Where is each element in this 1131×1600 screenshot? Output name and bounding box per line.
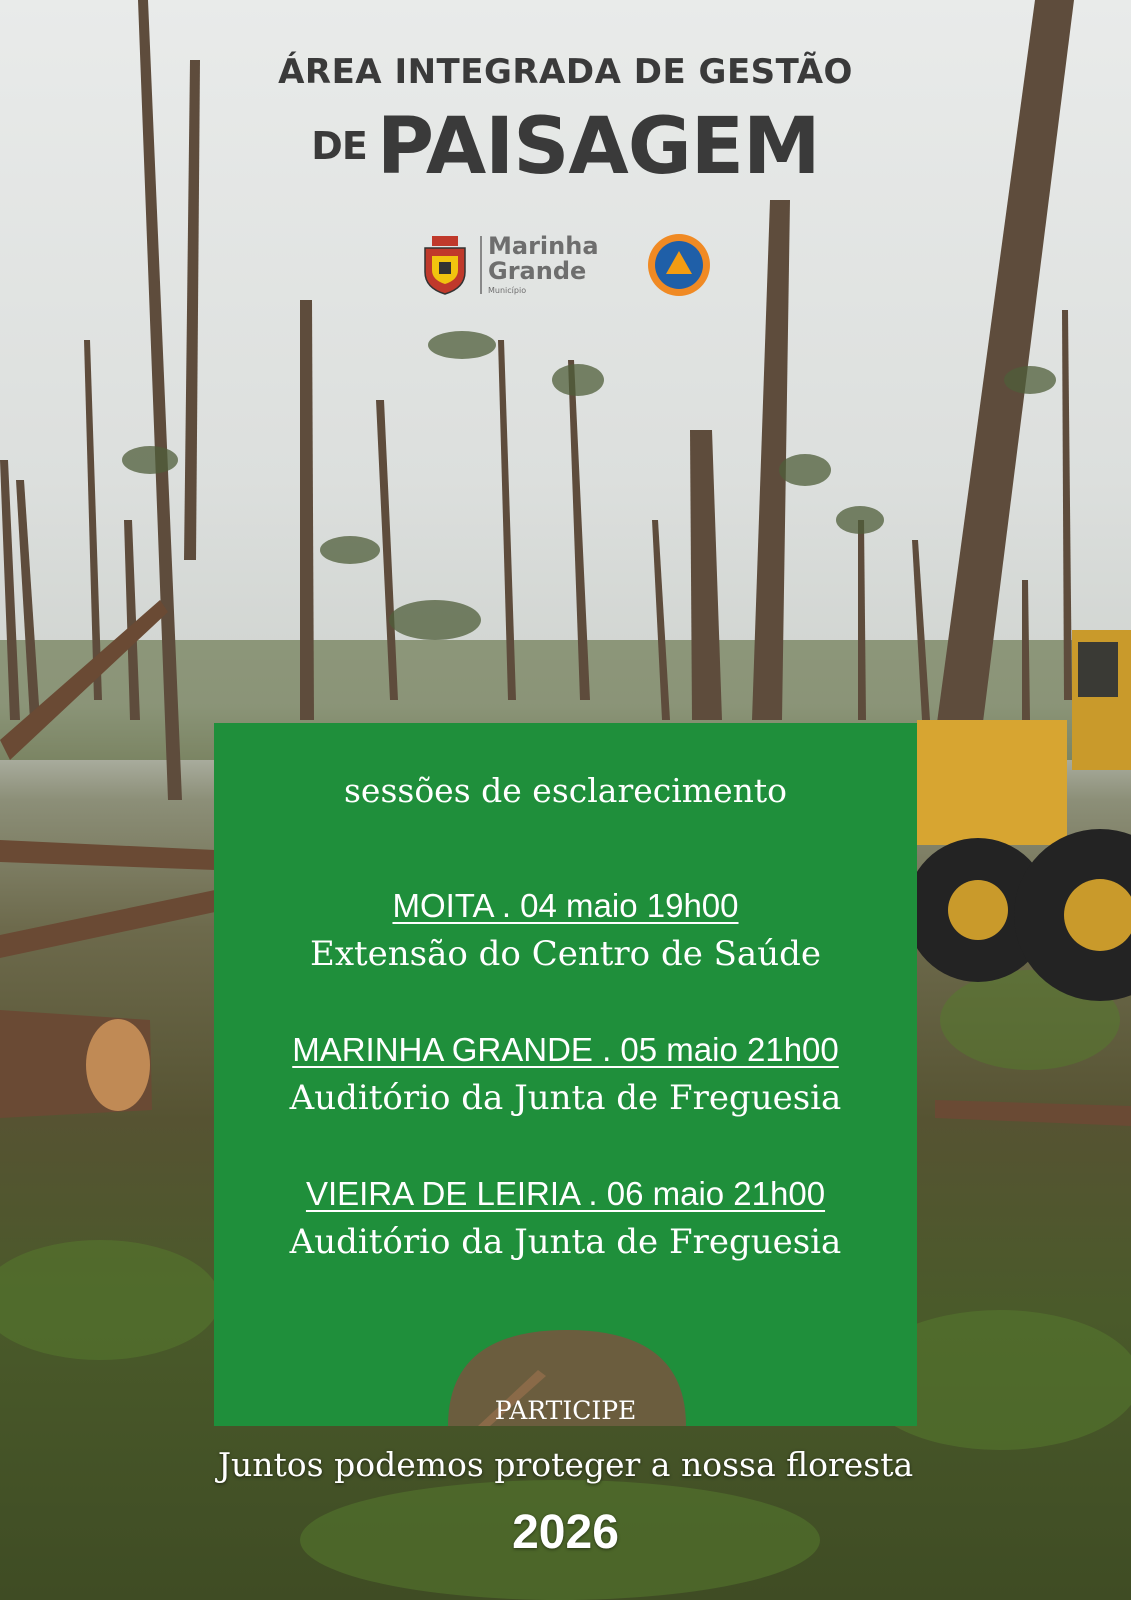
- municipality-name: [488, 234, 599, 284]
- session-heading: MOITA . 04 maio 19h00: [392, 887, 739, 924]
- slogan: Juntos podemos proteger a nossa floresta: [217, 1445, 914, 1484]
- title-line-1: ÁREA INTEGRADA DE GESTÃO: [278, 52, 853, 92]
- call-to-action: PARTICIPE: [494, 1396, 637, 1425]
- logo-bar: [0, 230, 1131, 300]
- title-main: PAISAGEM: [376, 102, 820, 192]
- session-place: Auditório da Junta de Freguesia: [289, 1222, 842, 1262]
- civil-protection-badge-icon: [646, 232, 712, 298]
- session-place: Auditório da Junta de Freguesia: [289, 1078, 842, 1118]
- municipality-name-line2: Grande: [488, 257, 587, 285]
- session-place: Extensão do Centro de Saúde: [310, 934, 821, 974]
- title-prefix: DE: [311, 123, 367, 168]
- year: 2026: [512, 1506, 619, 1559]
- municipal-crest-icon: [420, 234, 470, 296]
- session-heading: MARINHA GRANDE . 05 maio 21h00: [292, 1031, 839, 1068]
- municipality-name-line1: Marinha: [488, 232, 599, 260]
- title-line-2: [0, 102, 1131, 192]
- logo-divider: [480, 236, 482, 294]
- panel-subtitle: sessões de esclarecimento: [343, 771, 788, 810]
- session-heading: VIEIRA DE LEIRIA . 06 maio 21h00: [305, 1175, 826, 1212]
- municipality-subtitle: Município: [488, 286, 527, 295]
- info-panel: [214, 723, 917, 1426]
